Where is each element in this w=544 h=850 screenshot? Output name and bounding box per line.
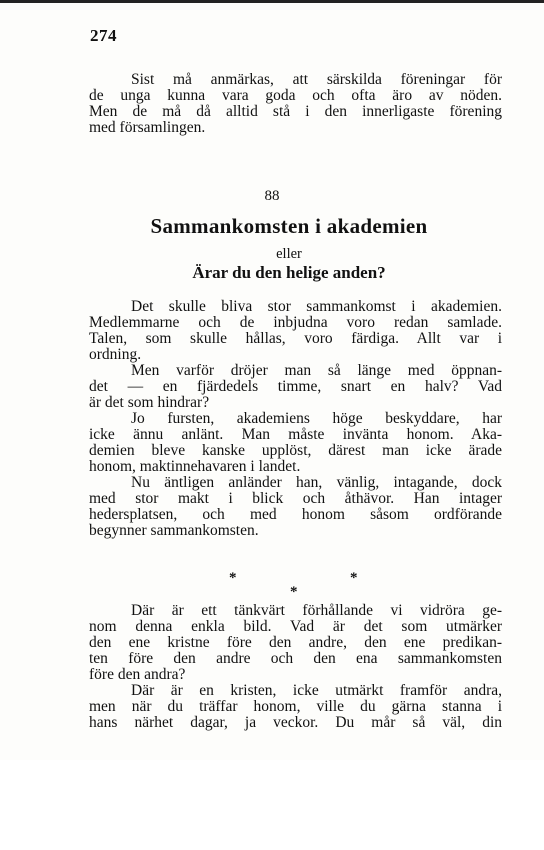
text-line: honom, maktinnehavaren i landet.: [89, 458, 301, 475]
text-line: före den andra?: [89, 666, 186, 683]
top-edge-rule: [0, 0, 544, 3]
text-line: är det som hindrar?: [89, 394, 210, 411]
page-bottom-margin: [0, 760, 544, 850]
separator-asterisk: *: [290, 584, 298, 600]
chapter-number: 88: [264, 188, 280, 204]
chapter-title: Sammankomsten i akademien: [150, 214, 428, 238]
text-line: icke ännu anlänt. Man måste invänta honom. Aka-: [89, 426, 502, 443]
text-line: den ene kristne före den andre, den ene predikan-: [89, 634, 502, 651]
text-line: hans närhet dagar, ja veckor. Du mår så väl, din: [89, 714, 502, 731]
story-section: [89, 299, 502, 539]
text-line: demien bleve kanske upplöst, därest man icke ärade: [89, 442, 502, 459]
page-number: 274: [90, 26, 117, 45]
text-line: Jo fursten, akademiens höge beskyddare, har: [131, 410, 502, 427]
text-line: nom denna enkla bild. Vad är det som utmärker: [89, 618, 502, 635]
text-line: hedersplatsen, och med honom såsom ordförande: [89, 506, 502, 523]
text-line: med stor makt i blick och åthävor. Han intager: [89, 490, 502, 507]
text-line: ten före den andre och den ena sammankomsten: [89, 650, 502, 667]
text-line: Medlemmarne och de inbjudna voro redan samlade.: [89, 314, 502, 331]
text-line: men när du träffar honom, ville du gärna stanna i: [89, 698, 502, 715]
text-line: Sist må anmärkas, att särskilda föreningar för: [131, 71, 502, 88]
text-line: Där är ett tänkvärt förhållande vi vidröra ge-: [131, 602, 502, 619]
text-line: de unga kunna vara goda och ofta äro av nöden.: [89, 87, 502, 104]
reflection-section: [89, 603, 502, 731]
text-line: ordning.: [89, 346, 142, 363]
chapter-subtitle: Ärar du den helige anden?: [192, 263, 386, 282]
separator-asterisk: *: [229, 570, 237, 586]
text-line: med församlingen.: [89, 119, 206, 136]
text-line: Men varför dröjer man så länge med öppnan-: [131, 362, 502, 379]
text-line: Där är en kristen, icke utmärkt framför andra,: [131, 682, 502, 699]
closing-paragraph: [89, 72, 502, 136]
text-line: Det skulle bliva stor sammankomst i akademien.: [131, 298, 502, 315]
text-line: begynner sammankomsten.: [89, 522, 259, 539]
text-line: Talen, som skulle hållas, voro färdiga. Allt var i: [89, 330, 502, 347]
text-line: det — en fjärdedels timme, snart en halv? Vad: [89, 378, 502, 395]
separator-asterisk: *: [350, 570, 358, 586]
chapter-conjunction: eller: [276, 246, 302, 262]
text-line: Nu äntligen anländer han, vänlig, intagande, dock: [131, 474, 502, 491]
text-line: Men de må då alltid stå i den innerligaste förening: [89, 103, 502, 120]
